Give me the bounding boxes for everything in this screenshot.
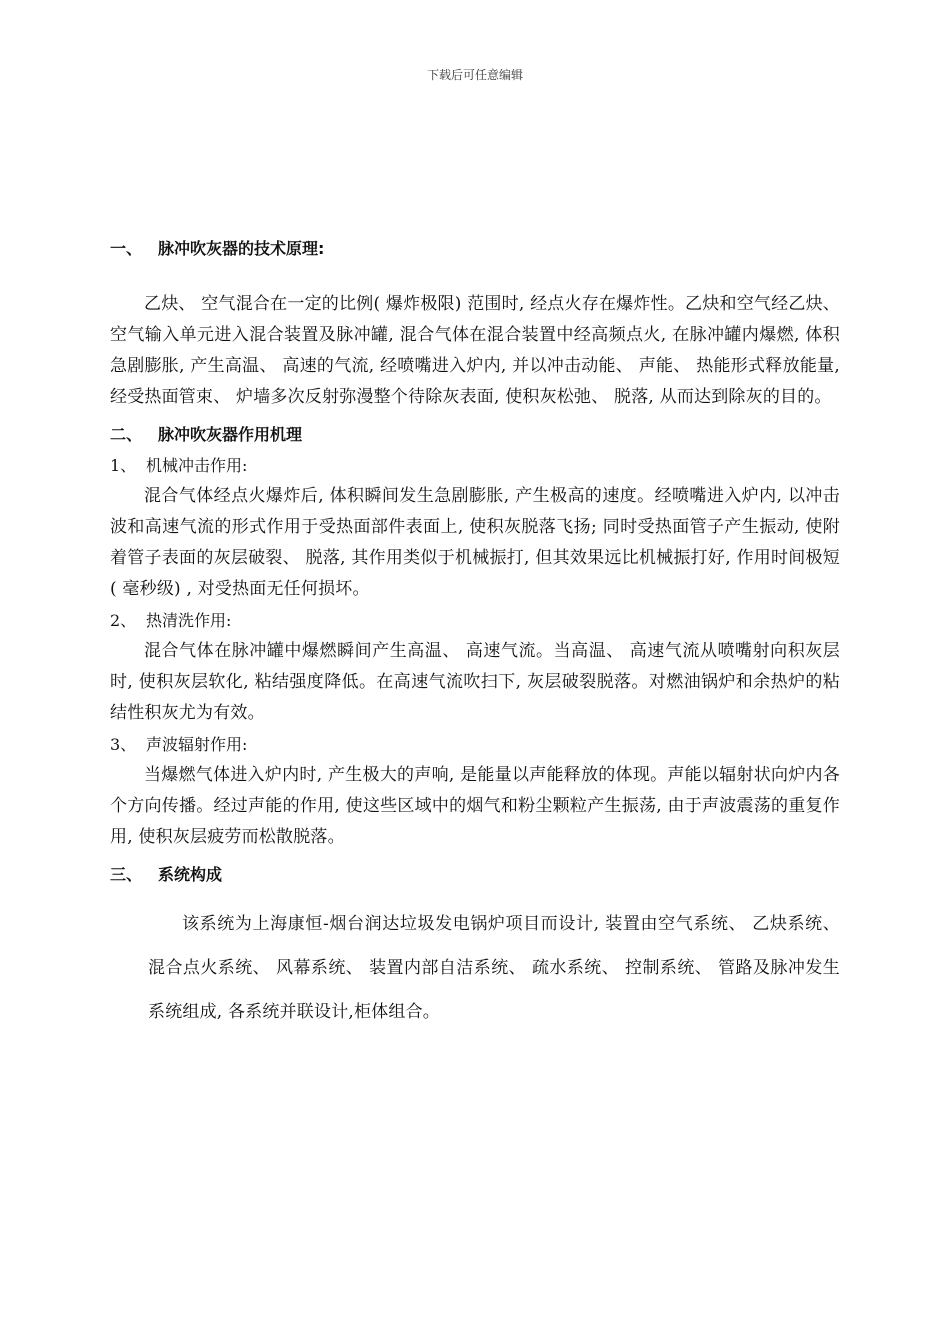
section-3-paragraph: 该系统为上海康恒-烟台润达垃圾发电锅炉项目而设计, 装置由空气系统、 乙炔系统、 混合点火系统、 风幕系统、 装置内部自洁系统、 疏水系统、 控制系统、 管路及脉冲发生系统组成, 各系统并联设计,柜体组合。 xyxy=(148,914,840,1022)
section-2-title: 脉冲吹灰器作用机理 xyxy=(158,425,303,444)
section-3-heading xyxy=(110,859,840,890)
section-3-body xyxy=(110,902,840,1034)
section-3-title: 系统构成 xyxy=(158,865,223,884)
subsection-1-heading xyxy=(110,450,840,481)
section-2-heading xyxy=(110,419,840,450)
subsection-3-heading xyxy=(110,729,840,760)
subsection-1-paragraph: 混合气体经点火爆炸后, 体积瞬间发生急剧膨胀, 产生极高的速度。经喷嘴进入炉内, 以冲击波和高速气流的形式作用于受热面部件表面上, 使积灰脱落飞扬; 同时受热面管子产生振动, 使附着管子表面的灰层破裂、 脱落, 其作用类似于机械振打, 但其效果远比机械振打好, 作用时间极短( 毫秒级) , 对受热面无任何损坏。 xyxy=(110,486,840,599)
subsection-2-heading xyxy=(110,605,840,636)
section-2-number: 二、 xyxy=(110,425,143,444)
subsection-2-title: 热清洗作用: xyxy=(146,611,232,630)
section-1-title: 脉冲吹灰器的技术原理: xyxy=(158,239,325,258)
subsection-2-number: 2、 xyxy=(110,611,137,630)
subsection-3-number: 3、 xyxy=(110,735,137,754)
subsection-1-number: 1、 xyxy=(110,456,137,475)
document-body xyxy=(110,236,840,1034)
section-1-number: 一、 xyxy=(110,239,143,258)
subsection-2-paragraph: 混合气体在脉冲罐中爆燃瞬间产生高温、 高速气流。当高温、 高速气流从喷嘴射向积灰层时, 使积灰层软化, 粘结强度降低。在高速气流吹扫下, 灰层破裂脱落。对燃油锅炉和余热炉的粘结性积灰尤为有效。 xyxy=(110,641,840,723)
section-1-paragraph: 乙炔、 空气混合在一定的比例( 爆炸极限) 范围时, 经点火存在爆炸性。乙炔和空气经乙炔、 空气输入单元进入混合装置及脉冲罐, 混合气体在混合装置中经高频点火, 在脉冲罐内爆燃, 体积急剧膨胀, 产生高温、 高速的气流, 经喷嘴进入炉内, 并以冲击动能、 声能、 热能形式释放能量, 经受热面管束、 炉墙多次反射弥漫整个待除灰表面, 使积灰松弛、 脱落, 从而达到除灰的目的。 xyxy=(110,294,840,407)
subsection-3-title: 声波辐射作用: xyxy=(146,735,248,754)
section-1-heading xyxy=(110,236,840,259)
subsection-1-title: 机械冲击作用: xyxy=(146,456,248,475)
subsection-3-paragraph: 当爆燃气体进入炉内时, 产生极大的声响, 是能量以声能释放的体现。声能以辐射状向炉内各个方向传播。经过声能的作用, 使这些区域中的烟气和粉尘颗粒产生振荡, 由于声波震荡的重复作用, 使积灰层疲劳而松散脱落。 xyxy=(110,765,840,847)
section-3-number: 三、 xyxy=(110,865,143,884)
page-header-note: 下载后可任意编辑 xyxy=(426,68,523,82)
